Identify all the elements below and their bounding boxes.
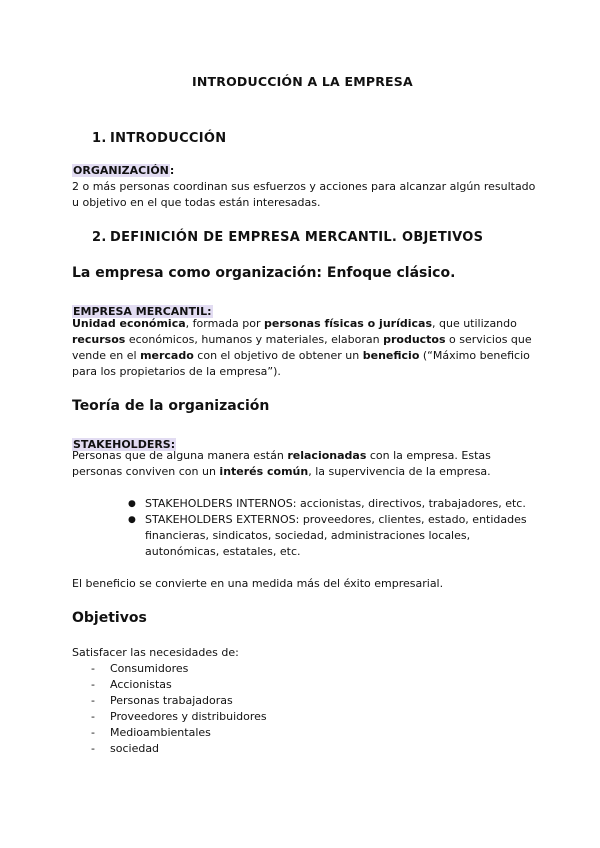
- bullet-marker: ●: [128, 499, 136, 509]
- objetivo-item: Personas trabajadoras: [110, 694, 233, 707]
- bold-text: personas físicas o jurídicas: [263, 317, 432, 330]
- section-1-heading: INTRODUCCIÓN: [110, 131, 227, 146]
- bullet-marker: ●: [128, 515, 136, 525]
- objetivos-heading: Objetivos: [72, 610, 147, 626]
- section-1-number: 1.: [92, 131, 107, 146]
- dash-marker: -: [91, 678, 95, 691]
- bullet-externos-line-1: STAKEHOLDERS EXTERNOS: proveedores, clientes, estado, entidades: [145, 513, 527, 526]
- text: económicos, humanos y materiales, elaboran: [125, 333, 384, 346]
- empresa-definition-line-4: para los propietarios de la empresa”).: [72, 365, 281, 378]
- bold-text: Unidad económica: [72, 317, 186, 330]
- bold-text: mercado: [140, 349, 194, 362]
- organizacion-definition-line-1: 2 o más personas coordinan sus esfuerzos y acciones para alcanzar algún resultado: [72, 180, 536, 193]
- dash-marker: -: [91, 726, 95, 739]
- text: con la empresa. Estas: [366, 449, 491, 462]
- section-2-heading: DEFINICIÓN DE EMPRESA MERCANTIL. OBJETIVOS: [110, 230, 484, 245]
- bold-text: recursos: [72, 333, 126, 346]
- organizacion-label: ORGANIZACIÓN: [73, 164, 169, 177]
- stakeholders-definition-line-2: [72, 464, 491, 480]
- text: o servicios que: [445, 333, 532, 346]
- stakeholders-definition-line-1: [72, 448, 491, 464]
- document-title: INTRODUCCIÓN A LA EMPRESA: [192, 74, 413, 89]
- organizacion-term: [72, 164, 174, 177]
- dash-marker: -: [91, 662, 95, 675]
- stakeholders-label: STAKEHOLDERS:: [73, 438, 176, 451]
- bold-text: relacionadas: [287, 449, 367, 462]
- text: , la supervivencia de la empresa.: [308, 465, 491, 478]
- dash-marker: -: [91, 694, 95, 707]
- text: Personas que de alguna manera están: [72, 449, 288, 462]
- organizacion-colon: :: [169, 164, 175, 177]
- objetivo-item: Consumidores: [110, 662, 189, 675]
- empresa-definition-line-3: [72, 348, 530, 364]
- objetivo-item: Medioambientales: [110, 726, 211, 739]
- text: (“Máximo beneficio: [419, 349, 530, 362]
- dash-marker: -: [91, 710, 95, 723]
- bold-text: beneficio: [362, 349, 420, 362]
- section-2-number: 2.: [92, 230, 107, 245]
- bullet-externos-line-2: financieras, sindicatos, sociedad, administraciones locales,: [145, 529, 471, 542]
- empresa-mercantil-label: EMPRESA MERCANTIL:: [73, 305, 212, 318]
- bullet-internos-line-1: STAKEHOLDERS INTERNOS: accionistas, directivos, trabajadores, etc.: [145, 497, 526, 510]
- dash-marker: -: [91, 742, 95, 755]
- beneficio-statement: El beneficio se convierte en una medida más del éxito empresarial.: [72, 577, 444, 590]
- bold-text: productos: [383, 333, 446, 346]
- text: , formada por: [185, 317, 264, 330]
- text: con el objetivo de obtener un: [193, 349, 363, 362]
- objetivo-item: Proveedores y distribuidores: [110, 710, 267, 723]
- text: personas conviven con un: [72, 465, 220, 478]
- objetivo-item: Accionistas: [110, 678, 172, 691]
- empresa-definition-line-2: [72, 332, 532, 348]
- objetivos-intro: Satisfacer las necesidades de:: [72, 646, 239, 659]
- bullet-externos-line-3: autonómicas, estatales, etc.: [145, 545, 301, 558]
- objetivo-item: sociedad: [110, 742, 160, 755]
- text: vende en el: [72, 349, 141, 362]
- bold-text: interés común: [219, 465, 309, 478]
- enfoque-clasico-heading: La empresa como organización: Enfoque clásico.: [72, 265, 456, 281]
- teoria-organizacion-heading: Teoría de la organización: [72, 398, 270, 414]
- organizacion-definition-line-2: u objetivo en el que todas están interesadas.: [72, 196, 321, 209]
- text: , que utilizando: [432, 317, 517, 330]
- empresa-definition-line-1: [72, 316, 517, 332]
